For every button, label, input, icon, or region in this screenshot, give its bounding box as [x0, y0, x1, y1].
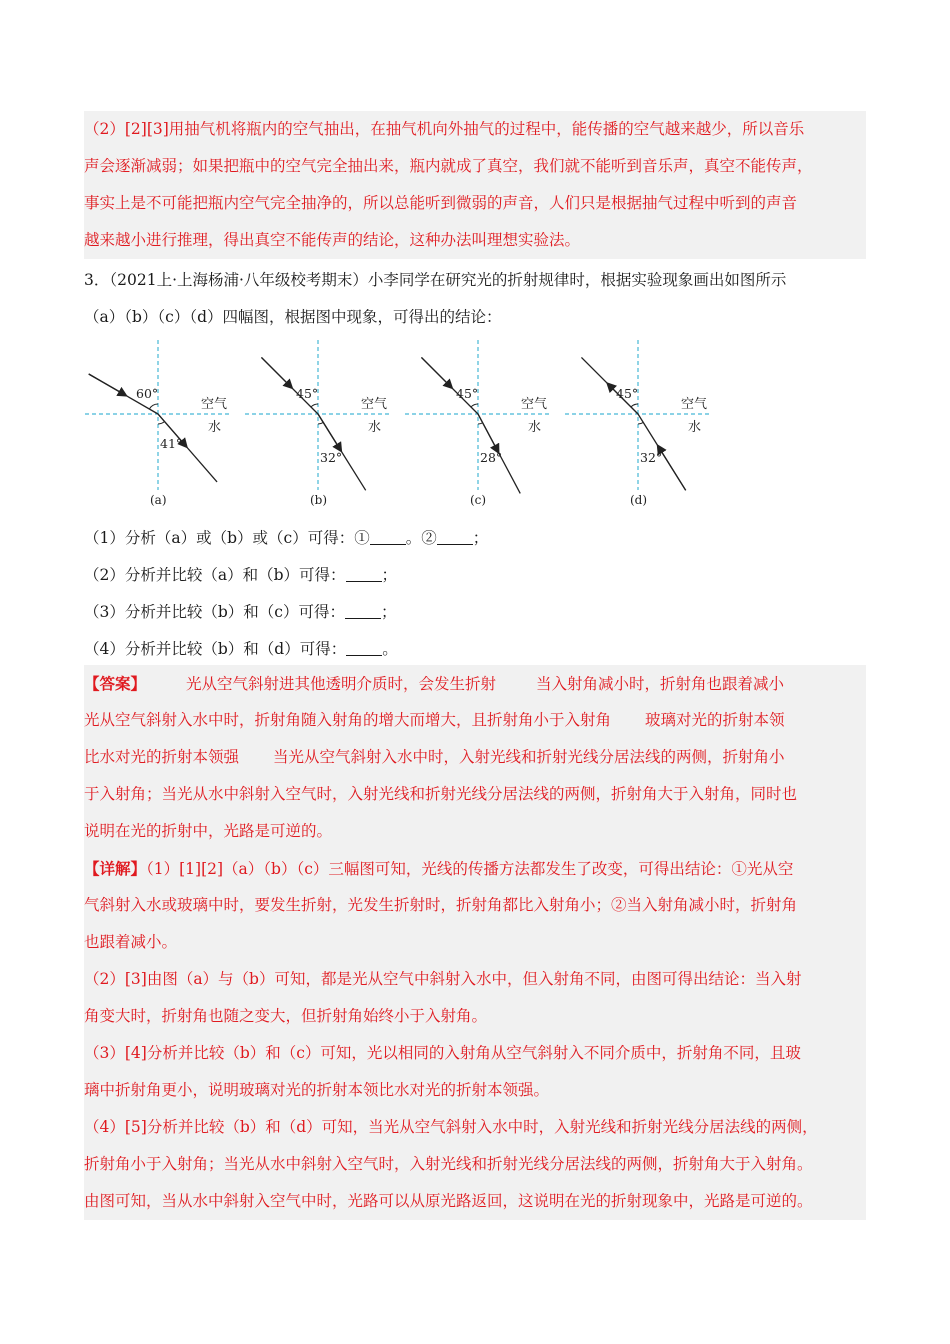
answer-block: [84, 665, 866, 850]
answer-blank[interactable]: [437, 530, 473, 545]
ray-arrow: [478, 414, 497, 450]
medium-water-label: 水: [208, 420, 222, 435]
previous-explanation: [84, 111, 866, 259]
figure-caption: (a): [150, 493, 167, 507]
question-text: （2021上·上海杨浦·八年级校考期末）小李同学在研究光的折射规律时，根据实验现象画出如图所示: [109, 271, 787, 289]
refraction-figures: [80, 340, 780, 510]
question-number: 3．: [84, 271, 110, 289]
detail-line: 角变大时，折射角也随之变大，但折射角始终小于入射角。: [84, 1007, 488, 1025]
subquestion-4: （4）分析并比较（b）和（d）可得： 。: [84, 640, 398, 658]
answer-tag: 【答案】: [84, 674, 147, 693]
subquestion-1: （1）分析（a）或（b）或（c）可得：① 。② ；: [84, 529, 489, 547]
explain-line: 事实上是不可能把瓶内空气完全抽净的，所以总能听到微弱的声音，人们只是根据抽气过程中听到的声音: [84, 194, 798, 212]
sub-questions: [84, 520, 866, 668]
detail-line: （3）[4]分析并比较（b）和（c）可知，光以相同的入射角从空气斜射入不同介质中，折射角不同，且玻: [84, 1044, 801, 1062]
angle-arc: [158, 422, 165, 424]
lower-angle-label: 28°: [480, 450, 503, 465]
angle-arc: [471, 404, 478, 407]
detail-line: （2）[3]由图（a）与（b）可知，都是光从空气中斜射入水中，但入射角不同，由图可得出结论：当入射: [84, 970, 802, 988]
angle-arc: [631, 404, 638, 407]
answer-line-3: 比水对光的折射本领强 当光从空气斜射入水中时，入射光线和折射光线分居法线的两侧，折射角小: [84, 748, 785, 766]
subquestion-3: （3）分析并比较（b）和（c）可得： ；: [84, 603, 397, 621]
answer-blank[interactable]: [346, 641, 382, 656]
detail-line: 【详解】（1）[1][2]（a）（b）（c）三幅图可知，光线的传播方法都发生了改变，可得出结论：①光从空: [84, 859, 794, 878]
answer-blank[interactable]: [370, 530, 406, 545]
detail-block: [84, 850, 866, 1220]
detail-line: 折射角小于入射角；当光从水中斜射入空气时，入射光线和折射光线分居法线的两侧，折射角大于入射角。: [84, 1155, 813, 1173]
figure-caption: (d): [630, 493, 648, 507]
medium-air-label: 空气: [681, 397, 708, 412]
answer-line-2: 光从空气斜射入水中时，折射角随入射角的增大而增大，且折射角小于入射角 玻璃对光的折射本领: [84, 711, 785, 729]
detail-line: （4）[5]分析并比较（b）和（d）可知，当光从空气斜射入水中时，入射光线和折射光线分居法线的两侧，: [84, 1118, 818, 1136]
lower-angle-label: 32°: [320, 450, 343, 465]
detail-line: 也跟着减小。: [84, 933, 178, 951]
answer-line-5: 说明在光的折射中，光路是可逆的。: [84, 822, 333, 840]
explain-line: 声会逐渐减弱；如果把瓶中的空气完全抽出来，瓶内就成了真空，我们就不能听到音乐声，真空不能传声，: [84, 157, 813, 175]
ray-arrow: [318, 414, 339, 448]
question-line-2: （a）（b）（c）（d）四幅图，根据图中现象，可得出的结论：: [84, 308, 502, 326]
upper-angle-label: 45°: [616, 386, 639, 401]
upper-angle-label: 60°: [136, 386, 159, 401]
lower-angle-label: 32°: [640, 450, 663, 465]
ray-arrow: [89, 374, 124, 394]
angle-arc: [318, 422, 323, 424]
angle-arc: [638, 422, 643, 424]
ray-arrow: [659, 448, 685, 490]
question-stem: [84, 262, 866, 336]
upper-angle-label: 45°: [456, 386, 479, 401]
medium-air-label: 空气: [361, 397, 388, 412]
explain-line: 越来越小进行推理，得出真空不能传声的结论，这种办法叫理想实验法。: [84, 231, 581, 249]
explain-line: （2）[2][3]用抽气机将瓶内的空气抽出，在抽气机向外抽气的过程中，能传播的空气越来越少，所以音乐: [84, 120, 805, 138]
detail-line: 由图可知，当从水中斜射入空气中时，光路可以从原光路返回，这说明在光的折射现象中，光路是可逆的。: [84, 1192, 813, 1210]
medium-water-label: 水: [528, 420, 542, 435]
subquestion-2: （2）分析并比较（a）和（b）可得： ；: [84, 566, 398, 584]
figure-caption: (b): [310, 493, 328, 507]
detail-tag: 【详解】: [84, 859, 147, 878]
ray-arrow: [261, 357, 289, 385]
detail-line: 璃中折射角更小，说明玻璃对光的折射本领比水对光的折射本领强。: [84, 1081, 550, 1099]
answer-blank[interactable]: [345, 604, 381, 619]
detail-line: 气斜射入水或玻璃中时，要发生折射，光发生折射时，折射角都比入射角小；②当入射角减小时，折射角: [84, 896, 798, 914]
angle-arc: [478, 423, 483, 424]
upper-angle-label: 45°: [296, 386, 319, 401]
figure-caption: (c): [470, 493, 487, 507]
medium-water-label: 水: [688, 420, 702, 435]
medium-air-label: 空气: [521, 397, 548, 412]
lower-angle-label: 41°: [160, 436, 183, 451]
angle-arc: [149, 404, 158, 409]
answer-blank[interactable]: [346, 567, 382, 582]
answer-line-1: 【答案】 光从空气斜射进其他透明介质时，会发生折射 当入射角减小时，折射角也跟着减小: [84, 674, 785, 693]
medium-water-label: 水: [368, 420, 382, 435]
angle-arc: [311, 404, 318, 407]
question-line-1: [84, 262, 866, 299]
medium-air-label: 空气: [201, 397, 228, 412]
answer-line-4: 于入射角；当光从水中斜射入空气时，入射光线和折射光线分居法线的两侧，折射角大于入射角，同时也: [84, 785, 798, 803]
ray-arrow: [421, 357, 449, 385]
